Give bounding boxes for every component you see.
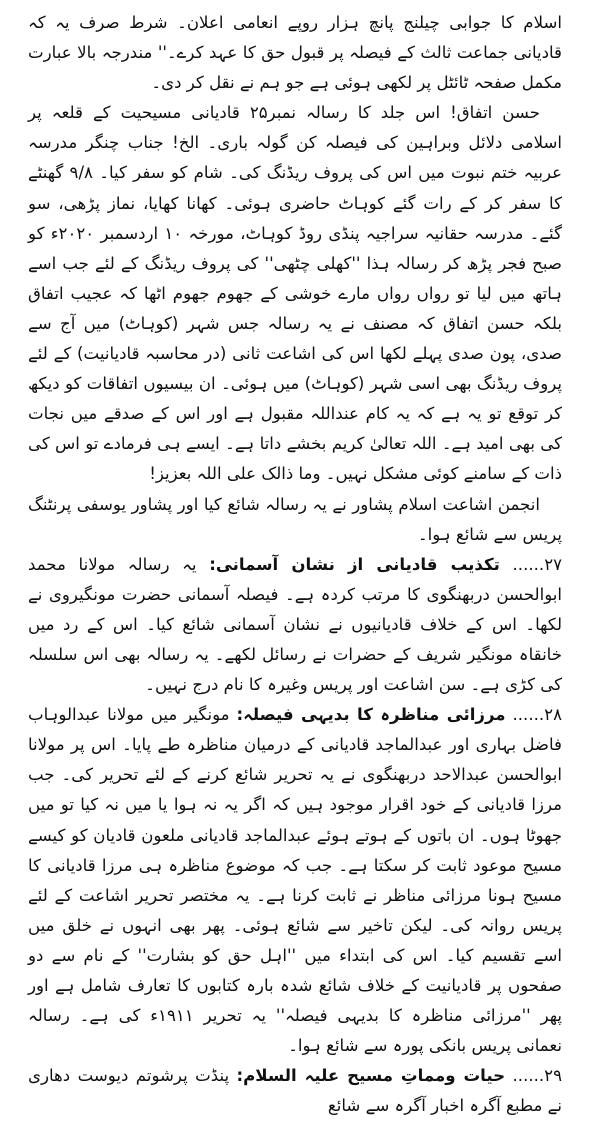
entry-body: یہ رسالہ مولانا محمد ابوالحسن دربھنگوی کا مرتب کردہ ہے۔ فیصلہ آسمانی حضرت مونگیروی نے لکھا۔ اس کے خلاف قادیانیوں نے نشان آسمانی شائع کیا۔ اس کے رد میں خانقاہ مونگیر شریف کے حضرات نے رسائل لکھے۔ یہ رسالہ بھی اس سلسلہ کی کڑی ہے۔ سن اشاعت اور پریس وغیرہ کا نام درج نہیں۔ [28, 554, 562, 695]
entry-title: تکذیب قادیانی از نشان آسمانی: [209, 554, 500, 574]
entry-27: ۲۷...... تکذیب قادیانی از نشان آسمانی: یہ رسالہ مولانا محمد ابوالحسن دربھنگوی کا مرتب کردہ ہے۔ فیصلہ آسمانی حضرت مونگیروی نے لکھا۔ اس کے خلاف قادیانیوں نے نشان آسمانی شائع کیا۔ اس کے رد میں خانقاہ مونگیر شریف کے حضرات نے رسائل لکھے۔ یہ رسالہ بھی اس سلسلہ کی کڑی ہے۔ سن اشاعت اور پریس وغیرہ کا نام درج نہیں۔ [28, 554, 563, 695]
entry-title: حیات ومماتِ مسیح علیہ السلام: [236, 1066, 506, 1086]
paragraph-publisher-note: انجمن اشاعت اسلام پشاور نے یہ رسالہ شائع کیا اور پشاور یوسفی پرنٹنگ پریس سے شائع ہوا۔ [28, 494, 562, 544]
entry-number: ۲۸ [544, 705, 562, 725]
paragraph-coincidence-note: حسن اتفاق! اس جلد کا رسالہ نمبر۲۵ قادیانی مسیحیت کے قلعہ پر اسلامی دلائل وبراہین کی فیصلہ کن گولہ باری۔ الخ! جناب چنگر مدرسہ عربیہ ختم نبوت میں اس کی پروف ریڈنگ کی۔ شام کو سفر کیا۔ ۹/۸ گھنٹے کا سفر کر کے رات گئے کوہاٹ حاضری ہوئی۔ کھانا کھایا، نماز پڑھی، سو گئے۔ مدرسہ حقانیہ سراجیہ پنڈی روڈ کوہاٹ، مورخہ ۱۰ اردسمبر ۲۰۲۰ء کو صبح فجر پڑھ کر رسالہ ہذا ''کھلی چٹھی'' کی پروف ریڈنگ کے لئے جب اسے ہاتھ میں لیا تو رواں رواں مارے خوشی کے جھوم جھوم اٹھا کہ عجیب اتفاق بلکہ حسن اتفاق کہ مصنف نے یہ رسالہ جس شہر (کوہاٹ) میں آج سے صدی، پون صدی پہلے لکھا اس کی اشاعت ثانی (در محاسبہ قادیانیت) کے لئے پروف ریڈنگ بھی اسی شہر (کوہاٹ) میں ہوئی۔ ان بیسیوں اتفاقات کو دیکھ کر توقع تو یہ ہے کہ یہ کام عنداللہ مقبول ہے اور اس کے صدقے میں نجات کی بھی امید ہے۔ اللہ تعالیٰ کریم بخشے داتا ہے۔ ایسے ہی فرمادے تو اس کی ذات کے سامنے کوئی مشکل نہیں۔ وما ذالک علی اللہ بعزیز! [28, 103, 563, 484]
entry-number: ۲۷ [544, 554, 563, 574]
entry-body: پنڈت پرشوتم دیوست دھاری نے مطبع آگرہ اخبار آگرہ سے شائع [28, 1066, 562, 1116]
entry-28: ۲۸...... مرزائی مناظرہ کا بدیہی فیصلہ: مونگیر میں مولانا عبدالوہاب فاضل بہاری اور عبدالماجد قادیانی کے درمیان مناظرہ طے پایا۔ اس پر مولانا ابوالحسن عبدالاحد دربھنگوی نے یہ تحریر شائع کرنے کے لئے تحریر کی۔ جب مرزا قادیانی کے خود اقرار موجود ہیں کہ اگر یہ نہ ہوا یا میں نہ کیا تو میں جھوٹا ہوں۔ ان باتوں کے ہوتے ہوئے عبدالماجد قادیانی ملعون قادیان کو کیسے مسیح موعود ثابت کر سکتا ہے۔ جب کہ موضوع مناظرہ ہی مرزا قادیانی کا مسیح ہونا مرزائی مناظر نے ثابت کرنا ہے۔ یہ مختصر تحریر اشاعت کے لئے پریس روانہ کی۔ لیکن تاخیر سے شائع ہوئی۔ پھر بھی انہوں نے خلق میں اسے تقسیم کیا۔ اس کی ابتداء میں ''اہل حق کو بشارت'' کے نام سے دو صفحوں پر قادیانیت کے خلاف شائع شدہ بارہ کتابوں کا تعارف شامل ہے اور پھر ''مرزائی مناظرہ کا بدیہی فیصلہ'' یہ تحریر ۱۹۱۱ء کی ہے۔ رسالہ نعمانی پریس بانکی پورہ سے شائع ہوا۔ [28, 705, 563, 1056]
entry-body: مونگیر میں مولانا عبدالوہاب فاضل بہاری اور عبدالماجد قادیانی کے درمیان مناظرہ طے پایا۔ اس پر مولانا ابوالحسن عبدالاحد دربھنگوی نے یہ تحریر شائع کرنے کے لئے تحریر کی۔ جب مرزا قادیانی کے خود اقرار موجود ہیں کہ اگر یہ نہ ہوا یا میں نہ کیا تو میں جھوٹا ہوں۔ ان باتوں کے ہوتے ہوئے عبدالماجد قادیانی ملعون قادیان کو کیسے مسیح موعود ثابت کر سکتا ہے۔ جب کہ موضوع مناظرہ ہی مرزا قادیانی کا مسیح ہونا مرزائی مناظر نے ثابت کرنا ہے۔ یہ مختصر تحریر اشاعت کے لئے پریس روانہ کی۔ لیکن تاخیر سے شائع ہوئی۔ پھر بھی انہوں نے خلق میں اسے تقسیم کیا۔ اس کی ابتداء میں ''اہل حق کو بشارت'' کے نام سے دو صفحوں پر قادیانیت کے خلاف شائع شدہ بارہ کتابوں کا تعارف شامل ہے اور پھر ''مرزائی مناظرہ کا بدیہی فیصلہ'' یہ تحریر ۱۹۱۱ء کی ہے۔ رسالہ نعمانی پریس بانکی پورہ سے شائع ہوا۔ [28, 705, 563, 1056]
entry-title: مرزائی مناظرہ کا بدیہی فیصلہ: [236, 705, 506, 725]
entry-number: ۲۹ [544, 1066, 562, 1086]
paragraph-challenge-announcement: اسلام کا جوابی چیلنج پانچ ہزار روپے انعامی اعلان۔ شرط صرف یہ کہ قادیانی جماعت ثالث کے فیصلہ پر قبول حق کا عہد کرے۔'' مندرجہ بالا عبارت مکمل صفحہ ٹائٹل پر لکھی ہوئی ہے جو ہم نے نقل کر دی۔ [28, 13, 562, 93]
entry-29: ۲۹...... حیات ومماتِ مسیح علیہ السلام: پنڈت پرشوتم دیوست دھاری نے مطبع آگرہ اخبار آگرہ سے شائع [28, 1066, 562, 1116]
document-page [28, 8, 563, 1116]
